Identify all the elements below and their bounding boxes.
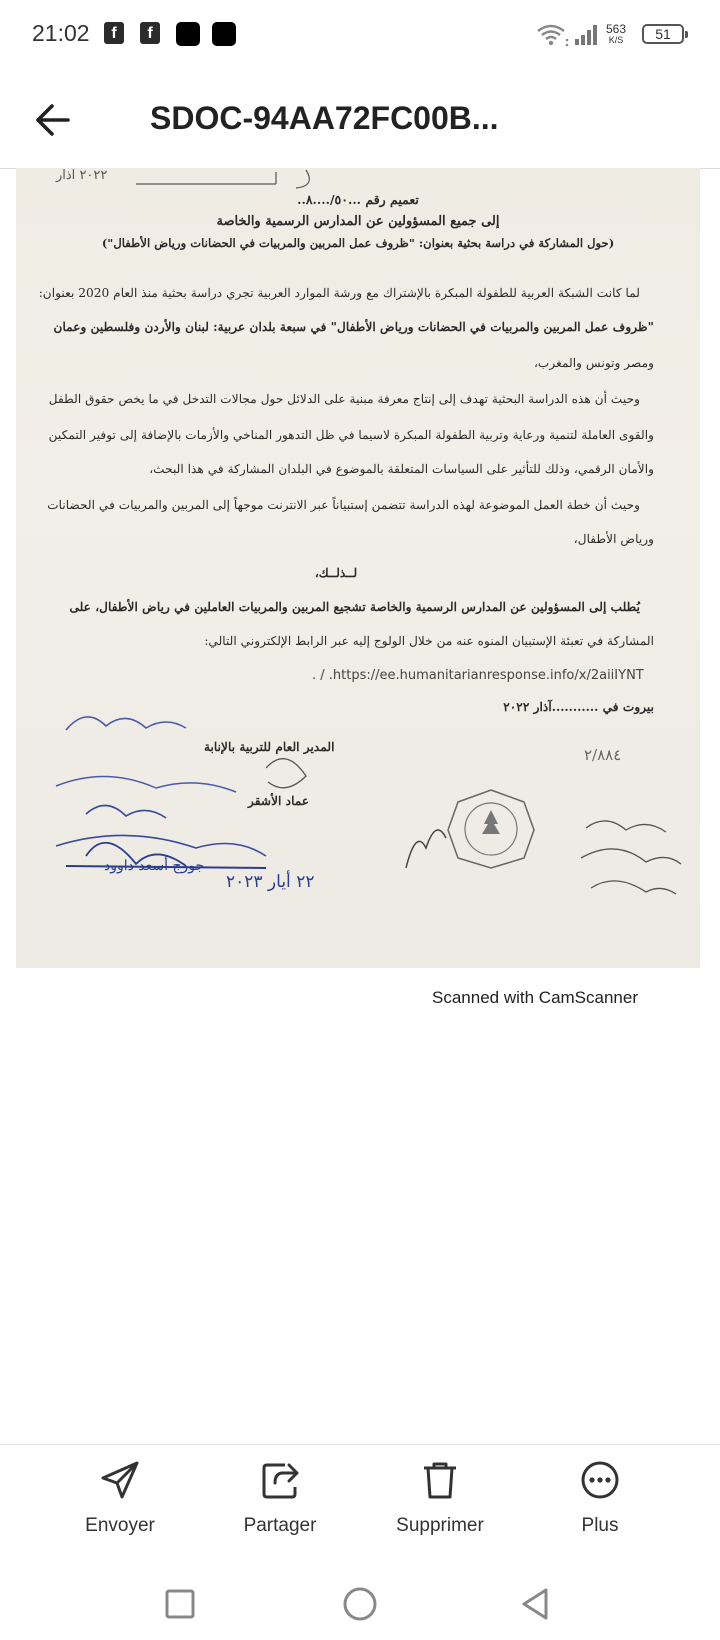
wifi-icon xyxy=(536,22,570,48)
addressee: إلى جميع المسؤولين عن المدارس الرسمية والخاصة xyxy=(216,214,500,229)
scanned-page xyxy=(16,168,700,968)
app-bar xyxy=(0,72,720,169)
facebook-icon: f xyxy=(104,22,124,44)
request-line: يُطلب إلى المسؤولين عن المدارس الرسمية والخاصة تشجيع المربين والمربيات العاملين في رياض الأطفال، على xyxy=(69,600,640,614)
clock: 21:02 xyxy=(32,20,90,46)
paragraph-line: والأمان الرقمي، وذلك للتأثير على السياسات المتعلقة بالموضوع في البلدان المشاركة في هذا البحث، xyxy=(149,462,654,476)
share-label: Partager xyxy=(243,1515,317,1536)
send-icon xyxy=(99,1459,141,1501)
back-triangle-icon[interactable] xyxy=(516,1584,556,1624)
delete-button[interactable] xyxy=(370,1459,510,1537)
survey-link: . / .https://ee.humanitarianresponse.info/x/2aiiIYNT xyxy=(312,668,644,683)
signal-icon xyxy=(574,24,600,46)
reference-number: ٢/٨٨٤ xyxy=(584,746,622,764)
margin-handwriting xyxy=(576,808,686,908)
paragraph-line: لما كانت الشبكة العربية للطفولة المبكرة بالإشتراك مع ورشة الموارد العربية تجري دراسة بحثية منذ العام 2020 بعنوان: xyxy=(38,286,640,300)
battery-icon xyxy=(642,24,684,44)
official-stamp-icon xyxy=(446,788,536,870)
system-nav-bar xyxy=(0,1564,720,1640)
more-label: Plus xyxy=(581,1515,619,1536)
facebook-icon: f xyxy=(140,22,160,44)
handwritten-date: ٢٢ أيار ٢٠٢٣ xyxy=(226,872,315,892)
more-icon xyxy=(579,1459,621,1501)
handwritten-name: جورج أسعد داوود xyxy=(104,858,205,874)
document-preview[interactable] xyxy=(16,168,700,968)
document-title: SDOC-94AA72FC00B... xyxy=(150,100,499,136)
header-date: ٢٠٢٢ آذار xyxy=(56,168,108,183)
header-scribble xyxy=(126,168,366,190)
paragraph-line: ورياض الأطفال، xyxy=(573,532,654,546)
paragraph-line: ومصر وتونس والمغرب، xyxy=(533,356,654,370)
share-button[interactable] xyxy=(210,1459,350,1537)
trash-icon xyxy=(419,1459,461,1501)
app-icon xyxy=(176,22,200,46)
app-icon xyxy=(212,22,236,46)
circular-number: تعميم رقم ...٥٠/....٨.. xyxy=(297,192,419,207)
network-speed-value: 563 xyxy=(606,22,627,36)
signatory-name: عماد الأشقر xyxy=(248,794,310,808)
paragraph-line: وحيث أن هذه الدراسة البحثية تهدف إلى إنتاج معرفة مبنية على الدلائل حول مجالات التدخل في ما يخص حقوق الطفل xyxy=(48,392,640,406)
paragraph-line: والقوى العاملة لتنمية ورعاية وتربية الطفولة المبكرة لاسيما في ظل التدهور المناخي والأزمات بالإضافة إلى توفير التمكين xyxy=(48,428,654,442)
request-line: المشاركة في تعبئة الإستبيان المنوه عنه من خلال الولوج إليه عبر الرابط الإلكتروني التالي: xyxy=(204,634,654,648)
therefore-heading: لــذلــك، xyxy=(314,566,358,580)
stamp-signature xyxy=(396,808,456,878)
camscanner-watermark: Scanned with CamScanner xyxy=(432,988,639,1007)
home-circle-icon[interactable] xyxy=(340,1584,380,1624)
arrow-left-icon[interactable] xyxy=(30,94,82,146)
place-date: بيروت في ...........آذار ٢٠٢٢ xyxy=(503,700,654,714)
more-button[interactable] xyxy=(530,1459,670,1537)
delete-label: Supprimer xyxy=(396,1515,484,1536)
share-icon xyxy=(259,1459,301,1501)
network-speed-unit: K/S xyxy=(608,35,624,45)
handwritten-signatures xyxy=(46,696,366,896)
subject: (حول المشاركة في دراسة بحثية بعنوان: "ظروف عمل المربين والمربيات في الحضانات ورياض الأطفال") xyxy=(101,236,615,250)
paragraph-line: "ظروف عمل المربين والمربيات في الحضانات ورياض الأطفال" في سبعة بلدان عربية: لبنان والأردن وفلسطين وعمان xyxy=(53,320,654,334)
send-button[interactable] xyxy=(50,1459,190,1537)
status-bar xyxy=(0,0,720,72)
signatory-title: المدير العام للتربية بالإنابة xyxy=(204,740,335,754)
send-label: Envoyer xyxy=(85,1515,155,1536)
recents-square-icon[interactable] xyxy=(160,1584,200,1624)
battery-level: 51 xyxy=(655,26,671,42)
network-speed xyxy=(606,23,626,45)
action-bar xyxy=(0,1444,720,1565)
paragraph-line: وحيث أن خطة العمل الموضوعة لهذه الدراسة تتضمن إستبياناً عبر الانترنت موجهاً إلى المربين والمربيات في الحضانات xyxy=(47,498,640,512)
